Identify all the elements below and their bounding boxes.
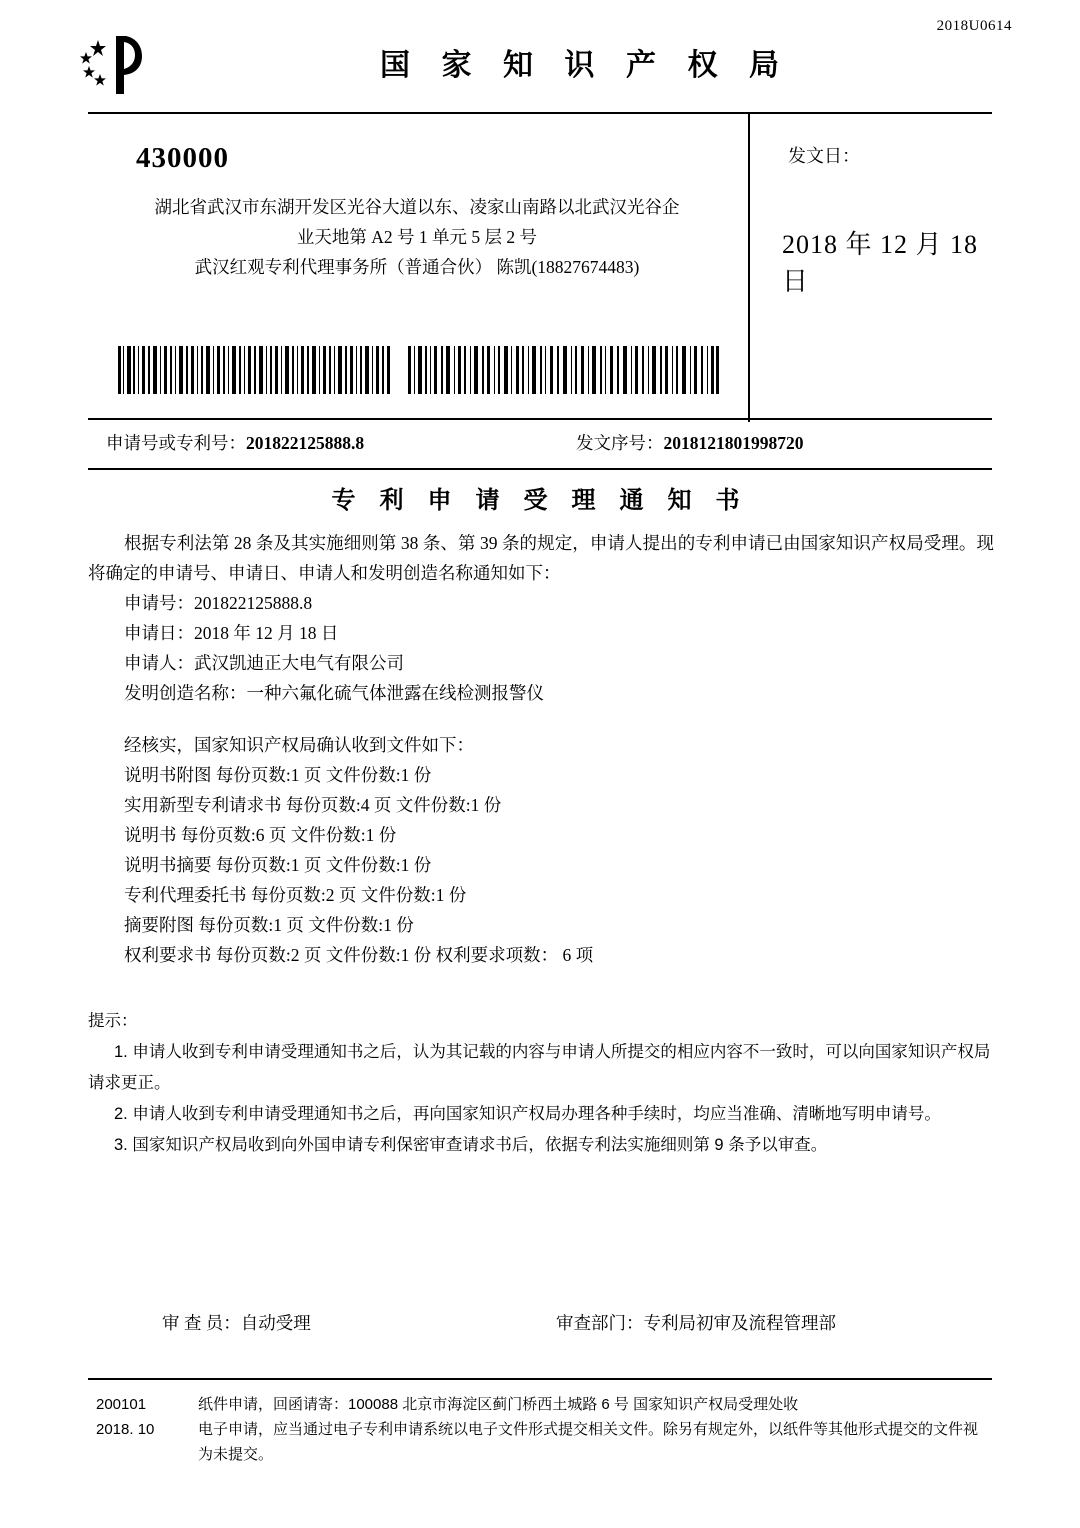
tip-item: 1. 申请人收到专利申请受理通知书之后，认为其记载的内容与申请人所提交的相应内容不一致时，可以向国家知识产权局请求更正。	[88, 1043, 991, 1092]
dispatch-number-block	[576, 430, 804, 455]
tip-item: 2. 申请人收到专利申请受理通知书之后，再向国家知识产权局办理各种手续时，均应当准确、清晰地写明申请号。	[114, 1105, 941, 1123]
document-item: 说明书 每份页数:6 页 文件份数:1 份	[124, 825, 397, 845]
document-item: 说明书附图 每份页数:1 页 文件份数:1 份	[124, 765, 432, 785]
field-invention-title: 发明创造名称：一种六氟化硫气体泄露在线检测报警仪	[124, 683, 544, 703]
reference-numbers-row	[88, 420, 992, 470]
recipient-address	[102, 192, 732, 282]
field-applicant: 申请人：武汉凯迪正大电气有限公司	[124, 653, 404, 673]
document-item: 实用新型专利请求书 每份页数:4 页 文件份数:1 份	[124, 795, 502, 815]
intro-paragraph: 根据专利法第 28 条及其实施细则第 38 条、第 39 条的规定，申请人提出的专利申请已由国家知识产权局受理。现将确定的申请号、申请日、申请人和发明创造名称通知如下：	[88, 533, 994, 583]
tip-item: 3. 国家知识产权局收到向外国申请专利保密审查请求书后，依据专利法实施细则第 9 条予以审查。	[114, 1136, 828, 1154]
document-item: 专利代理委托书 每份页数:2 页 文件份数:1 份	[124, 885, 467, 905]
application-number-block	[106, 430, 364, 455]
document-item: 摘要附图 每份页数:1 页 文件份数:1 份	[124, 915, 414, 935]
examiner-block	[162, 1310, 311, 1335]
footer-text	[198, 1392, 988, 1467]
application-number-label: 申请号或专利号：	[106, 433, 246, 453]
address-line-1: 湖北省武汉市东湖开发区光谷大道以东、凌家山南路以北武汉光谷企	[154, 197, 680, 217]
examiner-value: 自动受理	[240, 1313, 311, 1333]
dispatch-date-label: 发文日：	[788, 146, 860, 166]
footer-line-1: 纸件申请，回函请寄：100088 北京市海淀区蓟门桥西土城路 6 号 国家知识产权局受理处收	[198, 1396, 799, 1413]
footer-codes	[96, 1392, 196, 1442]
document-title: 专 利 申 请 受 理 通 知 书	[331, 488, 749, 514]
document-item: 说明书摘要 每份页数:1 页 文件份数:1 份	[124, 855, 432, 875]
cnipa-emblem-icon	[80, 34, 158, 96]
footer-line-2: 电子申请，应当通过电子专利申请系统以电子文件形式提交相关文件。除另有规定外，以纸件等其他形式提交的文件视为未提交。	[198, 1421, 979, 1463]
address-date-box	[88, 112, 992, 420]
tips-section	[88, 1006, 994, 1161]
top-code: 2018U0614	[936, 18, 1012, 34]
application-number-value: 201822125888.8	[246, 433, 365, 453]
dispatch-number-label: 发文序号：	[576, 433, 664, 453]
barcode-icon-left	[118, 346, 390, 394]
department-value: 专利局初审及流程管理部	[643, 1313, 836, 1333]
department-label: 审查部门：	[556, 1313, 644, 1333]
footer-form-code: 200101	[96, 1396, 147, 1413]
field-application-number: 申请号：201822125888.8	[124, 593, 313, 613]
document-body	[88, 528, 994, 970]
address-line-2: 业天地第 A2 号 1 单元 5 层 2 号	[296, 227, 538, 247]
dispatch-date-value: 2018 年 12 月 18 日	[782, 230, 979, 296]
tips-label: 提示：	[88, 1012, 138, 1030]
footer-version-date: 2018. 10	[96, 1421, 155, 1438]
examiner-label: 审 查 员：	[162, 1313, 241, 1333]
document-item: 权利要求书 每份页数:2 页 文件份数:1 份 权利要求项数： 6 项	[124, 945, 594, 965]
vertical-divider	[748, 114, 750, 422]
spacer	[88, 708, 994, 730]
organization-title: 国 家 知 识 产 权 局	[380, 49, 791, 82]
footer-divider	[88, 1378, 992, 1380]
address-line-3: 武汉红观专利代理事务所（普通合伙） 陈凯(18827674483)	[194, 257, 640, 277]
barcode-icon-right	[408, 346, 720, 394]
department-block	[556, 1310, 836, 1335]
documents-intro: 经核实，国家知识产权局确认收到文件如下：	[124, 735, 474, 755]
postcode: 430000	[136, 142, 229, 174]
document-header	[80, 34, 1000, 96]
dispatch-number-value: 2018121801998720	[663, 433, 804, 453]
field-application-date: 申请日：2018 年 12 月 18 日	[124, 623, 339, 643]
